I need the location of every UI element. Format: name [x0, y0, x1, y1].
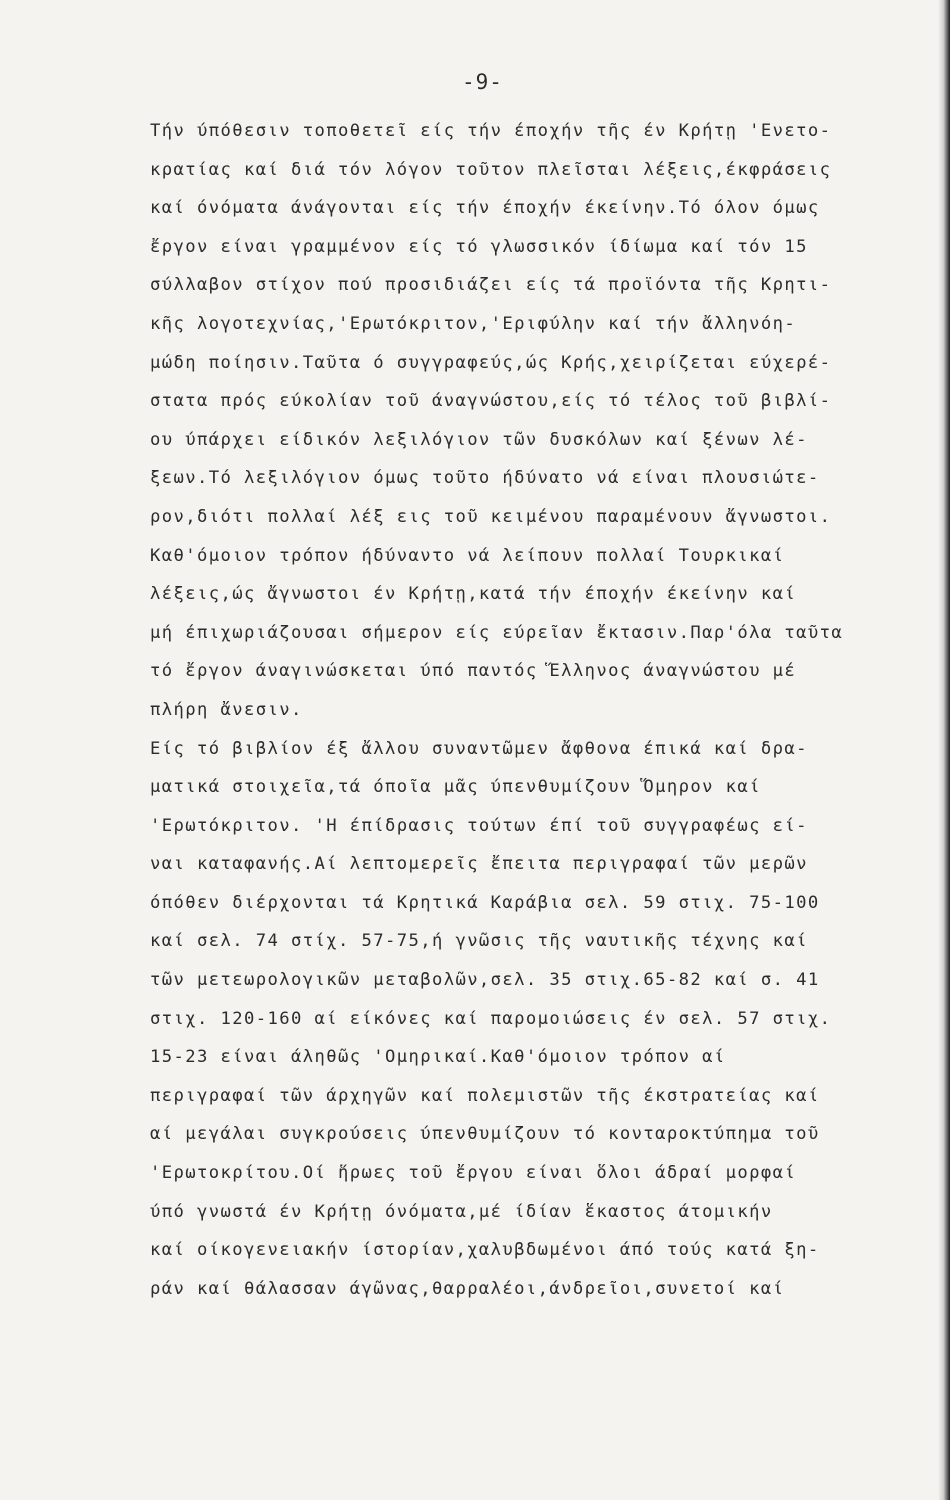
text-line: ξεων.Τό λεξιλόγιον όμως τοῦτο ήδύνατο νά είναι πλουσιώτε- — [150, 468, 820, 489]
text-line: τῶν μετεωρολογικῶν μεταβολῶν,σελ. 35 στιχ.65-82 καί σ. 41 — [150, 970, 820, 991]
text-line: καί οίκογενειακήν ίστορίαν,χαλυβδωμένοι άπό τούς κατά ξη- — [150, 1240, 820, 1261]
text-line: 'Ερωτόκριτον. 'Η έπίδρασις τούτων έπί τοῦ συγγραφέως εί- — [150, 815, 808, 836]
text-line: καί όνόματα άνάγονται είς τήν έποχήν έκείνην.Τό όλον όμως — [150, 198, 820, 219]
page-edge-shadow — [938, 0, 950, 1500]
text-line: 15-23 είναι άληθῶς 'Ομηρικαί.Καθ'όμοιον τρόπον αί — [150, 1047, 726, 1068]
text-line: όπόθεν διέρχονται τά Κρητικά Καράβια σελ. 59 στιχ. 75-100 — [150, 892, 820, 913]
page-number: -9- — [462, 70, 503, 94]
text-line: ου ύπάρχει είδικόν λεξιλόγιον τῶν δυσκόλων καί ξένων λέ- — [150, 429, 808, 450]
text-line: Τήν ύπόθεσιν τοποθετεῖ είς τήν έποχήν τῆς έν Κρήτῃ 'Ενετο- — [150, 121, 832, 141]
text-line: λέξεις,ώς ἄγνωστοι έν Κρήτῃ,κατά τήν έποχήν έκείνην καί — [150, 584, 797, 605]
text-line: κῆς λογοτεχνίας,'Ερωτόκριτον,'Εριφύλην καί τήν ἄλληνόη- — [150, 313, 797, 334]
text-line: μώδη ποίησιν.Ταῦτα ό συγγραφεύς,ώς Κρής,χειρίζεται εύχερέ- — [150, 352, 832, 373]
text-line: ναι καταφανής.Αί λεπτομερεῖς ἔπειτα περιγραφαί τῶν μερῶν — [150, 854, 808, 875]
text-line: κρατίας καί διά τόν λόγον τοῦτον πλεῖσται λέξεις,έκφράσεις — [150, 159, 832, 180]
text-line: Είς τό βιβλίον έξ ἄλλου συναντῶμεν ἄφθονα έπικά καί δρα- — [150, 738, 808, 759]
text-line: στιχ. 120-160 αί είκόνες καί παρομοιώσεις έν σελ. 57 στιχ. — [150, 1008, 832, 1029]
text-line: Καθ'όμοιον τρόπον ήδύναντο νά λείπουν πολλαί Τουρκικαί — [150, 545, 785, 566]
text-line: ύπό γνωστά έν Κρήτῃ όνόματα,μέ ίδίαν ἕκαστος άτομικήν — [150, 1201, 773, 1222]
text-line: αί μεγάλαι συγκρούσεις ύπενθυμίζουν τό κονταροκτύπημα τοῦ — [150, 1124, 820, 1145]
text-line: τό ἔργον άναγινώσκεται ύπό παντός Ἕλληνος άναγνώστου μέ — [150, 661, 797, 682]
text-line: στατα πρός εύκολίαν τοῦ άναγνώστου,είς τό τέλος τοῦ βιβλί- — [150, 391, 832, 412]
text-line: καί σελ. 74 στίχ. 57-75,ή γνῶσις τῆς ναυτικῆς τέχνης καί — [150, 931, 808, 952]
text-line: ράν καί θάλασσαν άγῶνας,θαρραλέοι,άνδρεῖοι,συνετοί καί — [150, 1278, 785, 1299]
text-line: σύλλαβον στίχον πού προσιδιάζει είς τά προϊόντα τῆς Κρητι- — [150, 275, 832, 296]
text-line: 'Ερωτοκρίτου.Οί ἥρωες τοῦ ἔργου είναι ὅλοι άδραί μορφαί — [150, 1163, 797, 1184]
text-body — [150, 112, 930, 1308]
text-line: περιγραφαί τῶν άρχηγῶν καί πολεμιστῶν τῆς έκστρατείας καί — [150, 1085, 820, 1106]
text-line: ρον,διότι πολλαί λέξ εις τοῦ κειμένου παραμένουν ἄγνωστοι. — [150, 506, 832, 527]
text-line: ματικά στοιχεῖα,τά όποῖα μᾶς ύπενθυμίζουν Ὅμηρον καί — [150, 777, 761, 798]
text-line: μή έπιχωριάζουσαι σήμερον είς εύρεῖαν ἔκτασιν.Παρ'όλα ταῦτα — [150, 622, 844, 643]
text-line: πλήρη ἄνεσιν. — [150, 699, 303, 720]
text-line: ἔργον είναι γραμμένον είς τό γλωσσικόν ίδίωμα καί τόν 15 — [150, 236, 808, 257]
